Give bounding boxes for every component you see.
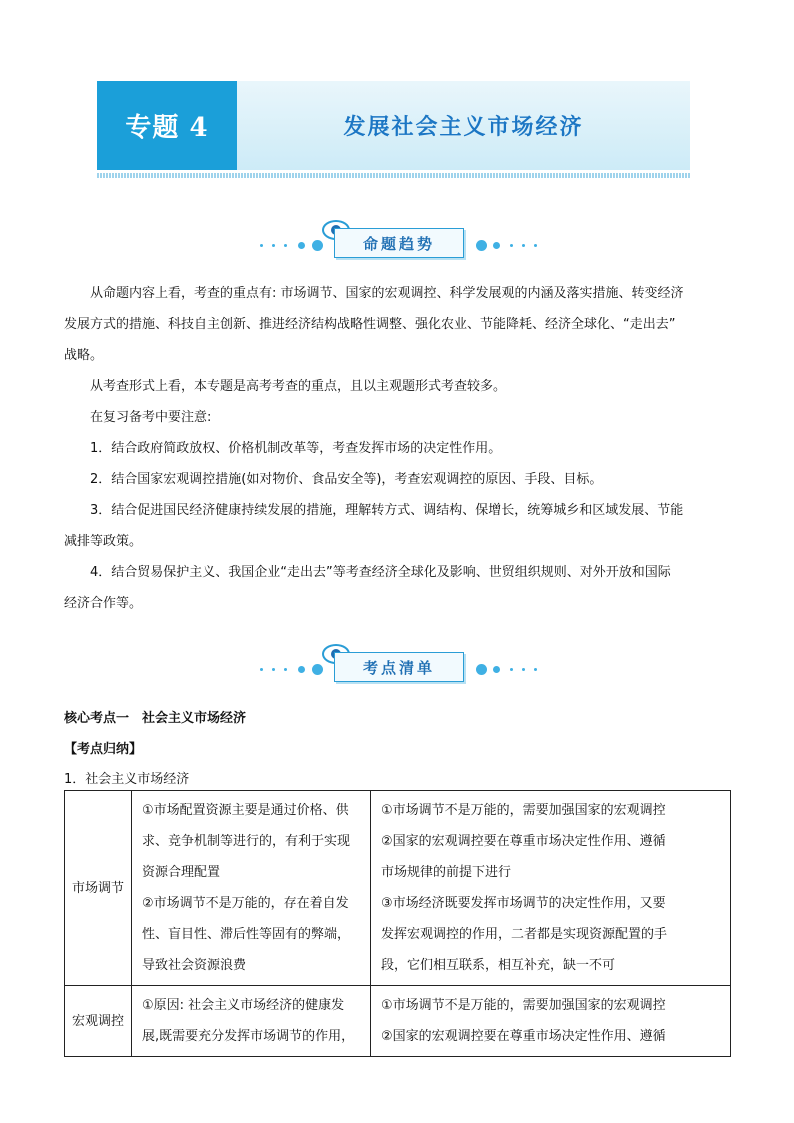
section-banner-trend	[250, 226, 550, 262]
section-title: 考点清单	[334, 652, 464, 682]
list-item: 1．结合政府简政放权、价格机制改革等，考查发挥市场的决定性作用。	[90, 441, 502, 456]
topic-title: 发展社会主义市场经济	[237, 81, 690, 170]
core-item: 1．社会主义市场经济	[64, 772, 190, 787]
knowledge-table	[64, 790, 731, 1057]
header-divider	[97, 173, 690, 178]
paragraph: 从考查形式上看，本专题是高考考查的重点，且以主观题形式考查较多。	[90, 379, 507, 394]
table-cell: ①市场调节不是万能的，需要加强国家的宏观调控 ②国家的宏观调控要在尊重市场决定性作用、遵循 市场规律的前提下进行 ③市场经济既要发挥市场调节的决定性作用，又要 发挥宏观调控的作用，二者都是实现资源配置的手 段，它们相互联系，相互补充，缺一不可	[371, 791, 731, 986]
paragraph: 从命题内容上看，考查的重点有: 市场调节、国家的宏观调控、科学发展观的内涵及落实措施、转变经济	[90, 286, 684, 301]
table-cell: ①市场调节不是万能的，需要加强国家的宏观调控 ②国家的宏观调控要在尊重市场决定性作用、遵循	[371, 986, 731, 1057]
table-cell: ①原因: 社会主义市场经济的健康发 展,既需要充分发挥市场调节的作用，	[132, 986, 371, 1057]
decorative-dots-left	[250, 664, 324, 676]
row-key: 市场调节	[65, 791, 132, 986]
table-row	[65, 986, 731, 1057]
row-key: 宏观调控	[65, 986, 132, 1057]
section-banner-list	[250, 650, 550, 686]
trend-paragraphs: 从命题内容上看，考查的重点有: 市场调节、国家的宏观调控、科学发展观的内涵及落实措施、转变经济 发展方式的措施、科技自主创新、推进经济结构战略性调整、强化农业、节能降耗、经济全球化、“走出去” 战略。 从考查形式上看，本专题是高考考查的重点，且以主观题形式考查较多。 在复习备考中要注意: 1．结合政府简政放权、价格机制改革等，考查发挥市场的决定性作用。 2．结合国家宏观调控措施(如对物价、食品安全等)，考查宏观调控的原因、手段、目标。 3．结合促进国民经济健康持续发展的措施，理解转方式、调结构、保增长，统筹城乡和区域发展、节能 减排等政策。 4．结合贸易保护主义、我国企业“走出去”等考查经济全球化及影响、世贸组织规则、对外开放和国际 经济合作等。	[64, 278, 732, 619]
core-subheading: 【考点归纳】	[64, 742, 143, 757]
topic-header	[97, 81, 690, 170]
decorative-dots-right	[476, 664, 550, 676]
table-cell: ①市场配置资源主要是通过价格、供 求、竞争机制等进行的，有利于实现 资源合理配置 ②市场调节不是万能的，存在着自发 性、盲目性、滞后性等固有的弊端， 导致社会资源浪费	[132, 791, 371, 986]
topic-number: 专题 4	[97, 81, 237, 170]
list-item: 2．结合国家宏观调控措施(如对物价、食品安全等)，考查宏观调控的原因、手段、目标。	[90, 472, 603, 487]
section-title: 命题趋势	[334, 228, 464, 258]
list-item: 3．结合促进国民经济健康持续发展的措施，理解转方式、调结构、保增长，统筹城乡和区域发展、节能	[90, 503, 684, 518]
decorative-dots-right	[476, 240, 550, 252]
core-heading: 核心考点一 社会主义市场经济	[64, 711, 247, 726]
decorative-dots-left	[250, 240, 324, 252]
list-item: 4．结合贸易保护主义、我国企业“走出去”等考查经济全球化及影响、世贸组织规则、对外开放和国际	[90, 565, 671, 580]
table-row	[65, 791, 731, 986]
paragraph: 在复习备考中要注意:	[90, 410, 212, 425]
